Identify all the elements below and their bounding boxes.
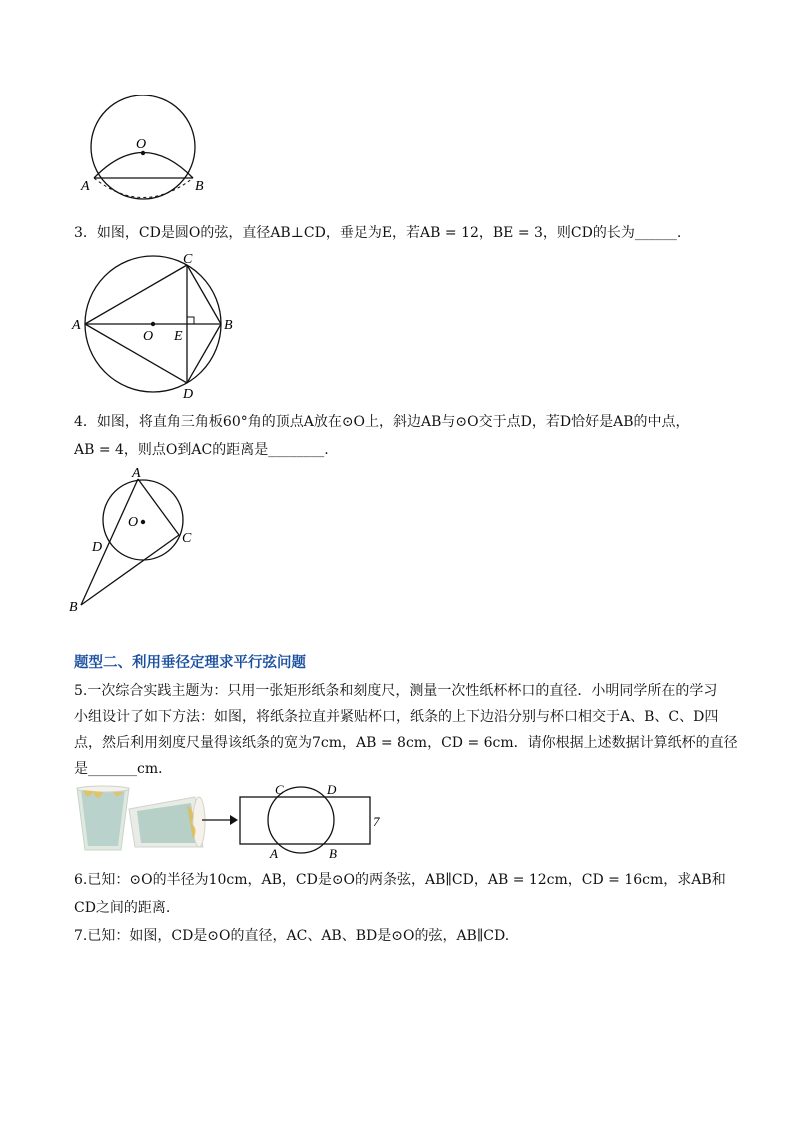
q5-label-b: B <box>329 846 337 860</box>
figure-q3 <box>70 250 240 400</box>
q3-line-cb <box>187 265 221 324</box>
question-4-line-1: 4．如图，将直角三角板60°角的顶点A放在⊙O上，斜边AB与⊙O交于点D，若D恰好是AB的中点， <box>74 414 690 430</box>
q3-label-d: D <box>183 387 194 400</box>
fig1-label-o: O <box>136 137 147 152</box>
question-5-line-2: 小组设计了如下方法：如图，将纸条拉直并紧贴杯口，纸条的上下边沿分别与杯口相交于A、B、C、D四 <box>74 709 719 725</box>
q4-center-dot <box>141 520 145 524</box>
question-6-line-1: 6.已知：⊙O的半径为10cm，AB，CD是⊙O的两条弦，AB∥CD，AB = 12cm，CD = 16cm，求AB和 <box>74 872 726 888</box>
question-5-line-4: 是_______cm． <box>74 761 173 777</box>
q3-right-angle-mark <box>187 317 194 324</box>
figure-q5-strip <box>236 780 386 860</box>
figure-1 <box>78 95 218 200</box>
question-5-line-3: 点，然后利用刻度尺量得该纸条的宽为7cm，AB = 8cm，CD = 6cm．请你根据上述数据计算纸杯的直径 <box>74 735 738 751</box>
paper-cup-photo-tilted <box>125 795 210 855</box>
question-5-line-1: 5.一次综合实践主题为：只用一张矩形纸条和刻度尺，测量一次性纸杯杯口的直径．小明同学所在的学习 <box>74 683 718 699</box>
q3-line-ac <box>85 265 187 324</box>
paper-cup-photo-upright <box>73 784 133 854</box>
q4-label-b: B <box>69 600 78 615</box>
q3-label-a: A <box>72 318 81 333</box>
q4-line-ac <box>138 479 179 535</box>
q5-label-c: C <box>275 782 284 797</box>
q3-center-dot <box>151 322 155 326</box>
q3-label-e: E <box>174 329 183 344</box>
q5-label-d: D <box>327 782 337 797</box>
fig1-dashed-arc <box>94 178 193 198</box>
figure-q4 <box>66 465 206 615</box>
question-4-line-2: AB = 4，则点O到AC的距离是________. <box>74 442 329 458</box>
fig1-label-b: B <box>195 179 204 194</box>
question-3: 3．如图，CD是圆O的弦，直径AB⊥CD，垂足为E，若AB = 12，BE = 3，则CD的长为______. <box>74 225 682 241</box>
q4-label-a: A <box>132 466 141 481</box>
fig1-arc <box>94 153 193 179</box>
fig1-label-a: A <box>81 179 90 194</box>
q4-label-c: C <box>182 531 192 546</box>
right-arrow-icon <box>200 812 240 828</box>
question-7-line-1: 7.已知：如图，CD是⊙O的直径，AC、AB、BD是⊙O的弦，AB∥CD. <box>74 928 510 944</box>
q5-label-a: A <box>270 846 278 860</box>
q3-label-b: B <box>224 318 233 333</box>
q5-paper-strip <box>240 797 370 844</box>
q4-label-d: D <box>92 540 103 555</box>
q5-label-width: 7 <box>373 814 380 829</box>
section-2-title: 题型二、利用垂径定理求平行弦问题 <box>74 655 306 671</box>
q3-line-db <box>187 324 221 383</box>
q4-label-o: O <box>128 515 139 530</box>
q3-line-ad <box>85 324 187 383</box>
question-6-line-2: CD之间的距离. <box>74 900 171 916</box>
q3-label-o: O <box>143 329 154 344</box>
q3-label-c: C <box>183 252 193 267</box>
